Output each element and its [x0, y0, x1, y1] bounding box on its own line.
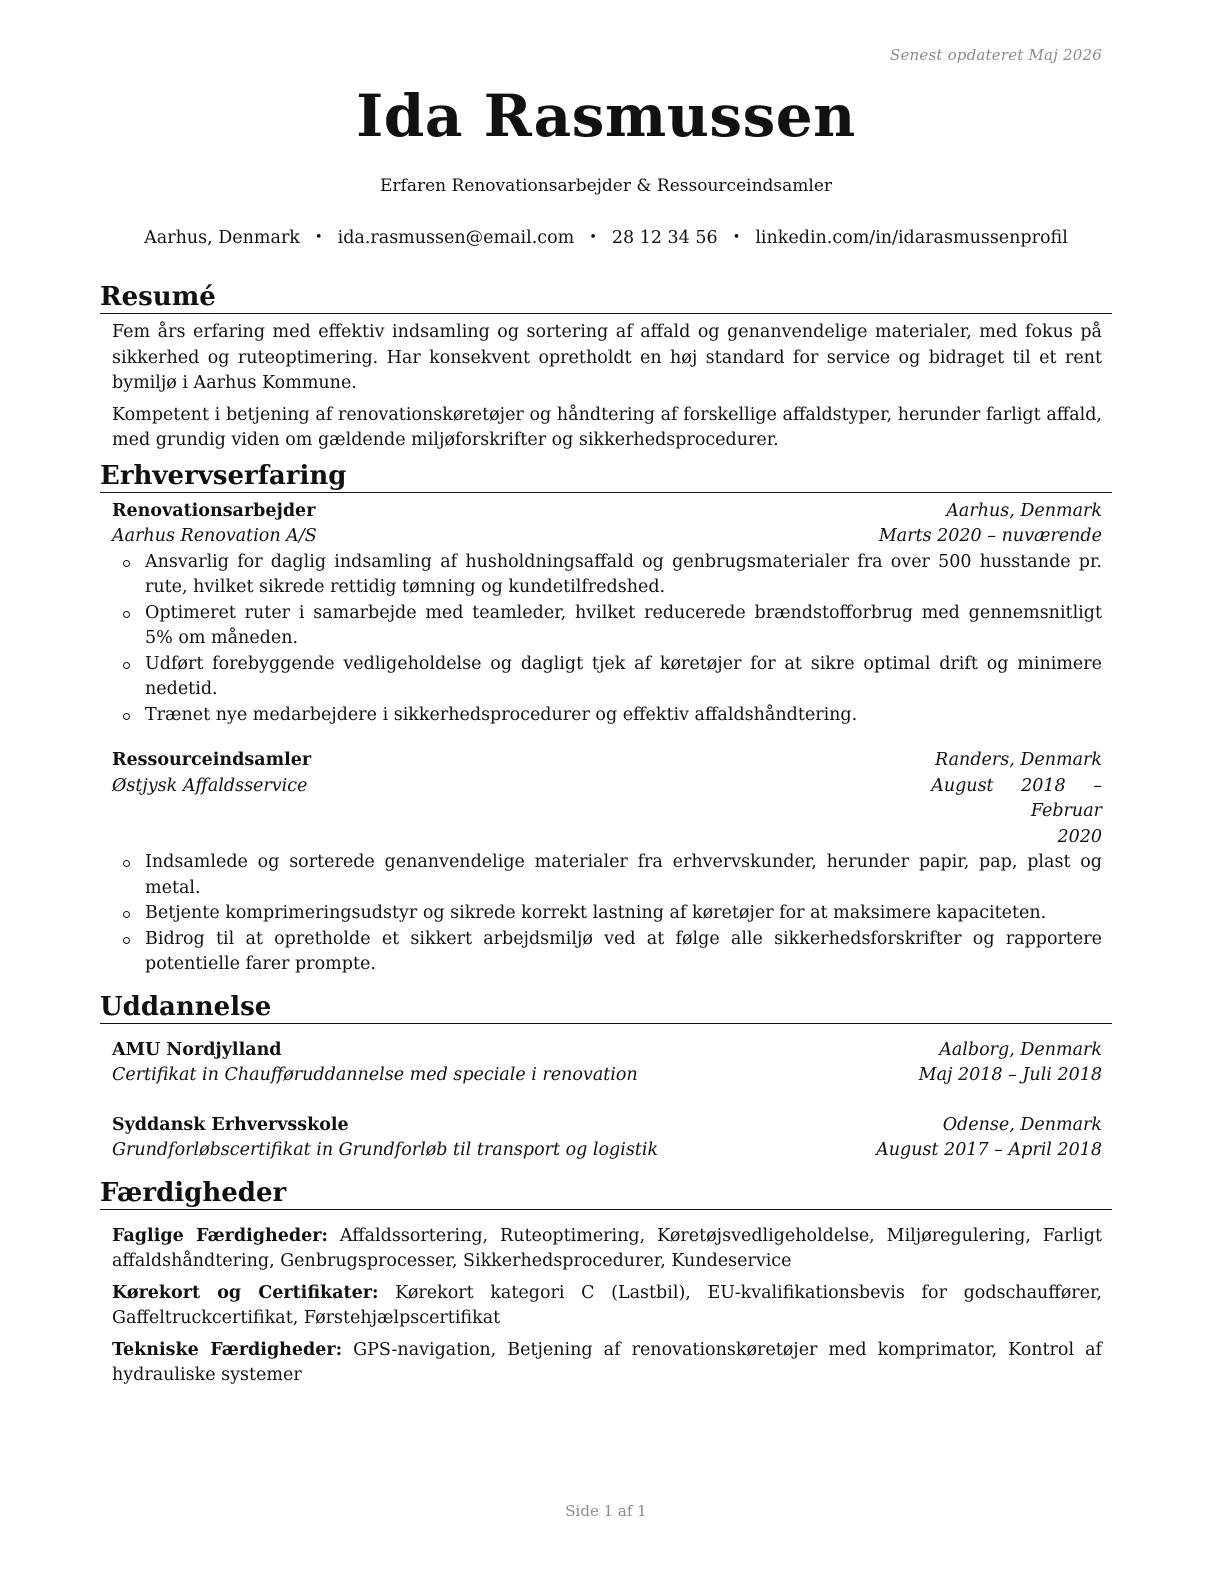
list-item: Udført forebyggende vedligeholdelse og dagligt tjek af køretøjer for at sikre optimal drift og minimere nedetid.: [112, 652, 1102, 703]
job-bullets: [112, 550, 1102, 729]
education-section: [100, 1038, 1112, 1164]
education-dates: Maj 2018 – Juli 2018: [918, 1065, 1102, 1085]
job-title: Ressourceindsamler: [112, 750, 312, 770]
contact-location: Aarhus, Denmark: [144, 228, 300, 248]
summary-section: [100, 320, 1112, 454]
list-item: Optimeret ruter i samarbejde med teamleder, hvilket reducerede brændstofforbrug med gennemsnitligt 5% om måneden.: [112, 601, 1102, 652]
circle-bullet-icon: [123, 911, 130, 918]
skill-group: [112, 1281, 1102, 1332]
experience-section: [100, 499, 1112, 978]
list-item: Bidrog til at opretholde et sikkert arbejdsmiljø ved at følge alle sikkerhedsforskrifter og rapportere potentielle farer prompte.: [112, 927, 1102, 978]
circle-bullet-icon: [123, 860, 130, 867]
tagline: Erfaren Renovationsarbejder & Ressourceindsamler: [379, 176, 833, 196]
education-dates: August 2017 – April 2018: [876, 1140, 1102, 1160]
skill-group-text: Kørekort kategori C (Lastbil), EU-kvalifikationsbevis for godschauffører, Gaffeltruckcertifikat, Førstehjælpscertifikat: [112, 1282, 1102, 1328]
degree: Certifikat in Chaufføruddannelse med speciale i renovation: [112, 1065, 638, 1085]
job-dates: August 2018 – Februar 2020: [931, 775, 1102, 847]
education-entry: [112, 1038, 1102, 1089]
section-heading-education: Uddannelse: [100, 992, 1112, 1024]
contact-phone[interactable]: 28 12 34 56: [611, 228, 718, 248]
job-location: Aarhus, Denmark: [946, 500, 1102, 521]
job-company: Aarhus Renovation A/S: [112, 526, 317, 546]
circle-bullet-icon: [123, 560, 130, 567]
skill-group: [112, 1224, 1102, 1275]
education-entry: [112, 1113, 1102, 1164]
job-bullets: [112, 850, 1102, 978]
section-heading-summary: Resumé: [100, 282, 1112, 314]
list-item: Ansvarlig for daglig indsamling af husholdningsaffald og genbrugsmaterialer fra over 500 husstande pr. rute, hvilket sikrede rettidig tømning og kundetilfredshed.: [112, 550, 1102, 601]
skill-group: [112, 1338, 1102, 1389]
school-location: Aalborg, Denmark: [939, 1039, 1102, 1060]
summary-paragraph: Fem års erfaring med effektiv indsamling og sortering af affald og genanvendelige materialer, med fokus på sikkerhed og ruteoptimering. Har konsekvent opretholdt en høj standard for service og bidraget til et rent bymiljø i Aarhus Kommune.: [112, 322, 1102, 393]
section-heading-skills: Færdigheder: [100, 1178, 1112, 1210]
candidate-name: Ida Rasmussen: [356, 82, 856, 150]
skill-group-text: Affaldssortering, Ruteoptimering, Køretøjsvedligeholdelse, Miljøregulering, Farligt affaldshåndtering, Genbrugsprocesser, Sikkerhedsprocedurer, Kundeservice: [112, 1225, 1102, 1271]
contact-line: [0, 228, 1212, 248]
contact-email[interactable]: ida.rasmussen@email.com: [337, 228, 575, 248]
contact-linkedin[interactable]: linkedin.com/in/idarasmussenprofil: [755, 228, 1068, 248]
skill-group-text: GPS-navigation, Betjening af renovationskøretøjer med komprimator, Kontrol af hydrauliske systemer: [112, 1339, 1102, 1385]
job-company: Østjysk Affaldsservice: [112, 775, 308, 796]
skill-group-label: Faglige Færdigheder:: [112, 1225, 328, 1246]
circle-bullet-icon: [123, 937, 130, 944]
separator-bullet: •: [314, 230, 323, 245]
school-name: Syddansk Erhvervsskole: [112, 1114, 349, 1135]
separator-bullet: •: [589, 230, 597, 245]
skill-group-label: Kørekort og Certifikater:: [112, 1282, 379, 1303]
separator-bullet: •: [732, 230, 741, 245]
list-item: Trænet nye medarbejdere i sikkerhedsprocedurer og effektiv affaldshåndtering.: [112, 703, 1102, 729]
page-number: Side 1 af 1: [565, 1502, 647, 1520]
circle-bullet-icon: [123, 611, 130, 618]
school-location: Odense, Denmark: [942, 1114, 1102, 1135]
resume-content: [100, 282, 1112, 1389]
list-item: Betjente komprimeringsudstyr og sikrede korrekt lastning af køretøjer for at maksimere kapaciteten.: [112, 901, 1102, 927]
job-entry: [112, 499, 1102, 729]
list-item: Indsamlede og sorterede genanvendelige materialer fra erhvervskunder, herunder papir, pap, plast og metal.: [112, 850, 1102, 901]
school-name: AMU Nordjylland: [112, 1039, 282, 1060]
job-location: Randers, Denmark: [935, 750, 1102, 770]
last-updated: Senest opdateret Maj 2026: [889, 46, 1102, 64]
job-entry: [112, 748, 1102, 978]
skills-section: [100, 1224, 1112, 1389]
degree: Grundforløbscertifikat in Grundforløb til transport og logistik: [112, 1140, 659, 1160]
skill-group-label: Tekniske Færdigheder:: [112, 1339, 343, 1360]
section-heading-experience: Erhvervserfaring: [100, 461, 1112, 493]
circle-bullet-icon: [123, 713, 130, 720]
summary-paragraph: Kompetent i betjening af renovationskøretøjer og håndtering af forskellige affaldstyper, herunder farligt affald, med grundig viden om gældende miljøforskrifter og sikkerhedsprocedurer.: [112, 404, 1102, 450]
circle-bullet-icon: [123, 662, 130, 669]
job-title: Renovationsarbejder: [112, 500, 316, 521]
job-dates: Marts 2020 – nuværende: [878, 526, 1102, 546]
